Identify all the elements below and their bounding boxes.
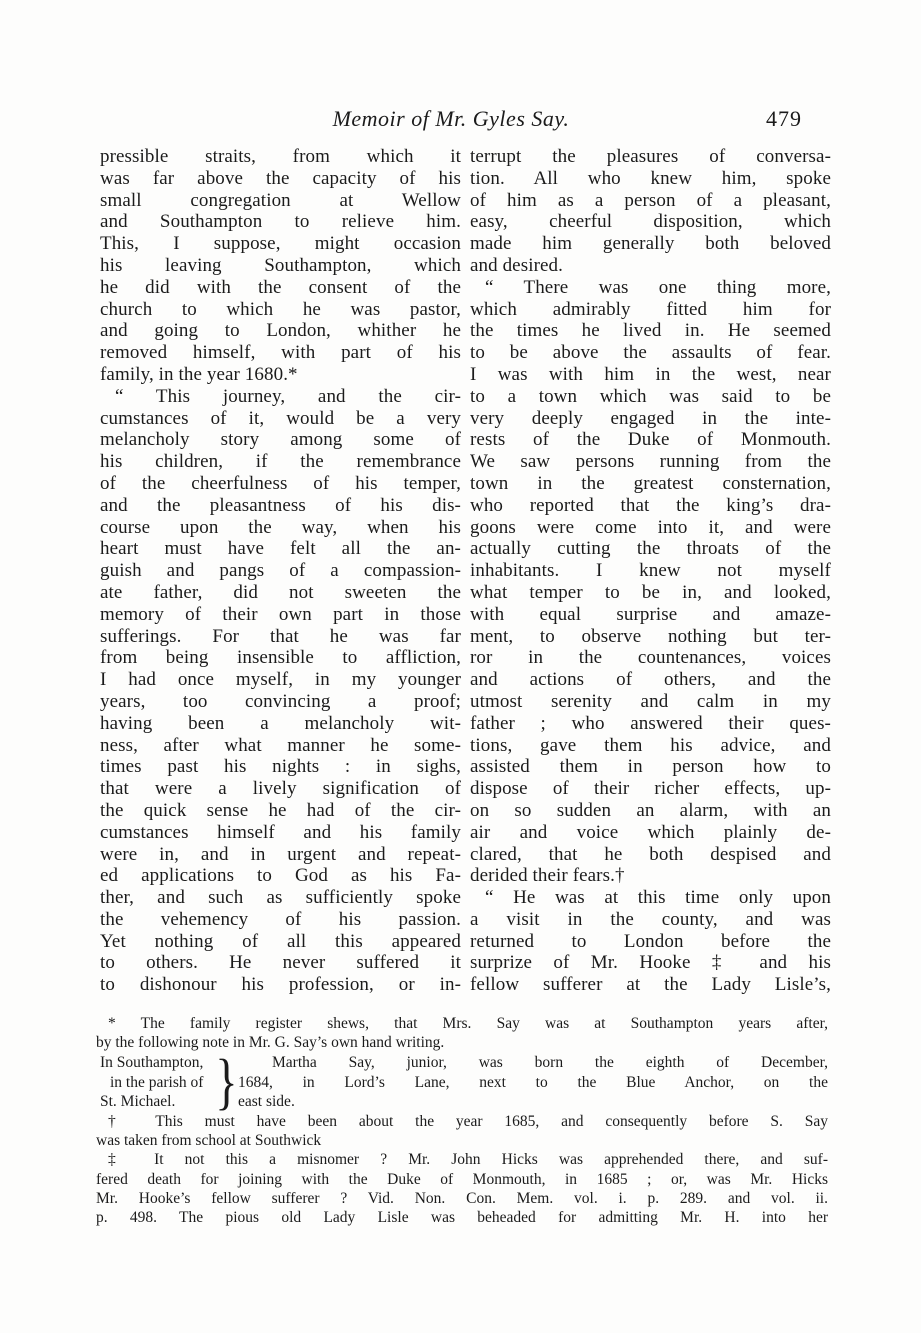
text-line: St. Michael. (100, 1092, 176, 1110)
text-line: memory of their own part in those (100, 603, 461, 625)
text-line: he did with the consent of the (100, 276, 461, 298)
text-line: cumstances himself and his family (100, 821, 461, 843)
text-line: † This must have been about the year 1685, and consequently before S. Say (108, 1113, 828, 1131)
text-line: 1684, in Lord’s Lane, next to the Blue Anchor, on the (238, 1073, 828, 1091)
text-line: This, I suppose, might occasion (100, 233, 461, 255)
text-line: which admirably fitted him for (470, 298, 831, 320)
text-line: and the pleasantness of his dis- (100, 494, 461, 516)
page-number: 479 (766, 106, 802, 131)
text-line: made him generally both beloved (470, 233, 831, 255)
text-line: to dishonour his profession, or in- (100, 974, 461, 996)
text-line: tions, gave them his advice, and (470, 734, 831, 756)
text-line: that were a lively signification of (100, 778, 461, 800)
text-line: ‡ It not this a misnomer ? Mr. John Hicks was apprehended there, and suf- (108, 1151, 828, 1169)
text-line: sufferings. For that he was far (100, 625, 461, 647)
footnote-asterisk (96, 1014, 828, 1052)
register-entry-left (96, 1053, 212, 1111)
text-line: his leaving Southampton, which (100, 254, 461, 276)
text-line: tion. All who knew him, spoke (470, 167, 831, 189)
text-line: times past his nights : in sighs, (100, 756, 461, 778)
text-line: and desired. (470, 254, 563, 276)
text-line: p. 498. The pious old Lady Lisle was beheaded for admitting Mr. H. into her (96, 1209, 828, 1227)
text-line: to a town which was said to be (470, 385, 831, 407)
text-line: assisted them in person how to (470, 756, 831, 778)
text-line: surprize of Mr. Hooke ‡ and his (470, 952, 831, 974)
text-line: was far above the capacity of his (100, 167, 461, 189)
text-line: dispose of their richer effects, up- (470, 778, 831, 800)
text-line: and going to London, whither he (100, 320, 461, 342)
footnotes-section (96, 1014, 828, 1227)
text-line: ed applications to God as his Fa- (100, 865, 461, 887)
text-line: terrupt the pleasures of conversa- (470, 146, 831, 167)
text-line: “ This journey, and the cir- (115, 385, 461, 407)
text-line: from being insensible to affliction, (100, 647, 461, 669)
text-line: having been a melancholy wit- (100, 712, 461, 734)
text-line: “ He was at this time only upon (485, 887, 831, 909)
text-line: small congregation at Wellow (100, 189, 461, 211)
text-line: inhabitants. I knew not myself (470, 560, 831, 582)
text-line: a visit in the county, and was (470, 908, 831, 930)
text-line: who reported that the king’s dra- (470, 494, 831, 516)
text-line: Martha Say, junior, was born the eighth of December, (272, 1054, 828, 1072)
text-line: his children, if the remembrance (100, 451, 461, 473)
text-line: church to which he was pastor, (100, 298, 461, 320)
page-title: Memoir of Mr. Gyles Say. (332, 106, 570, 131)
text-line: returned to London before the (470, 930, 831, 952)
footnote-dagger (96, 1112, 828, 1150)
text-line: town in the greatest consternation, (470, 472, 831, 494)
text-line: fered death for joining with the Duke of Monmouth, in 1685 ; or, was Mr. Hicks (96, 1170, 828, 1188)
text-line: what temper to be in, and looked, (470, 581, 831, 603)
text-line: We saw persons running from the (470, 451, 831, 473)
text-line: and Southampton to relieve him. (100, 211, 461, 233)
text-line: in the parish of (110, 1073, 204, 1091)
text-line: years, too convincing a proof; (100, 690, 461, 712)
text-line: and actions of others, and the (470, 669, 831, 691)
text-line: father ; who answered their ques- (470, 712, 831, 734)
text-line: the vehemency of his passion. (100, 908, 461, 930)
text-line: of the cheerfulness of his temper, (100, 472, 461, 494)
text-line: “ There was one thing more, (485, 276, 831, 298)
text-line: goons were come into it, and were (470, 516, 831, 538)
text-line: to be above the assaults of fear. (470, 342, 831, 364)
text-line: were in, and in urgent and repeat- (100, 843, 461, 865)
text-line: easy, cheerful disposition, which (470, 211, 831, 233)
text-line: rests of the Duke of Monmouth. (470, 429, 831, 451)
text-line: by the following note in Mr. G. Say’s own hand writing. (96, 1034, 445, 1052)
text-line: pressible straits, from which it (100, 146, 461, 167)
text-line: ate father, did not sweeten the (100, 581, 461, 603)
register-entry-right (238, 1053, 828, 1111)
text-line: clared, that he both despised and (470, 843, 831, 865)
text-line: ness, after what manner he some- (100, 734, 461, 756)
text-line: very deeply engaged in the inte- (470, 407, 831, 429)
text-line: of him as a person of a pleasant, (470, 189, 831, 211)
text-line: heart must have felt all the an- (100, 538, 461, 560)
text-line: to others. He never suffered it (100, 952, 461, 974)
left-column (100, 146, 461, 996)
text-line: Mr. Hooke’s fellow sufferer ? Vid. Non. Con. Mem. vol. i. p. 289. and vol. ii. (96, 1189, 828, 1207)
text-line: ther, and such as sufficiently spoke (100, 887, 461, 909)
right-column (470, 146, 831, 996)
text-line: guish and pangs of a compassion- (100, 560, 461, 582)
text-line: air and voice which plainly de- (470, 821, 831, 843)
text-line: removed himself, with part of his (100, 342, 461, 364)
two-column-body (100, 146, 831, 996)
text-line: * The family register shews, that Mrs. Say was at Southampton years after, (108, 1015, 828, 1032)
text-line: course upon the way, when his (100, 516, 461, 538)
text-line: Yet nothing of all this appeared (100, 930, 461, 952)
text-line: In Southampton, (100, 1054, 204, 1072)
text-line: melancholy story among some of (100, 429, 461, 451)
text-line: fellow sufferer at the Lady Lisle’s, (470, 974, 831, 996)
text-line: was taken from school at Southwick (96, 1132, 322, 1150)
text-line: I was with him in the west, near (470, 363, 831, 385)
text-line: on so sudden an alarm, with an (470, 799, 831, 821)
text-line: ment, to observe nothing but ter- (470, 625, 831, 647)
text-line: cumstances of it, would be a very (100, 407, 461, 429)
text-line: utmost serenity and calm in my (470, 690, 831, 712)
text-line: the quick sense he had of the cir- (100, 799, 461, 821)
text-line: actually cutting the throats of the (470, 538, 831, 560)
brace-glyph: } (215, 1048, 238, 1117)
page-header (100, 106, 802, 138)
text-line: ror in the countenances, voices (470, 647, 831, 669)
footnote-register-entry (96, 1048, 828, 1117)
text-line: east side. (238, 1092, 295, 1110)
footnote-double-dagger (96, 1150, 828, 1227)
text-line: with equal surprise and amaze- (470, 603, 831, 625)
text-line: family, in the year 1680.* (100, 363, 298, 385)
text-line: derided their fears.† (470, 865, 625, 887)
text-line: I had once myself, in my younger (100, 669, 461, 691)
text-line: the times he lived in. He seemed (470, 320, 831, 342)
